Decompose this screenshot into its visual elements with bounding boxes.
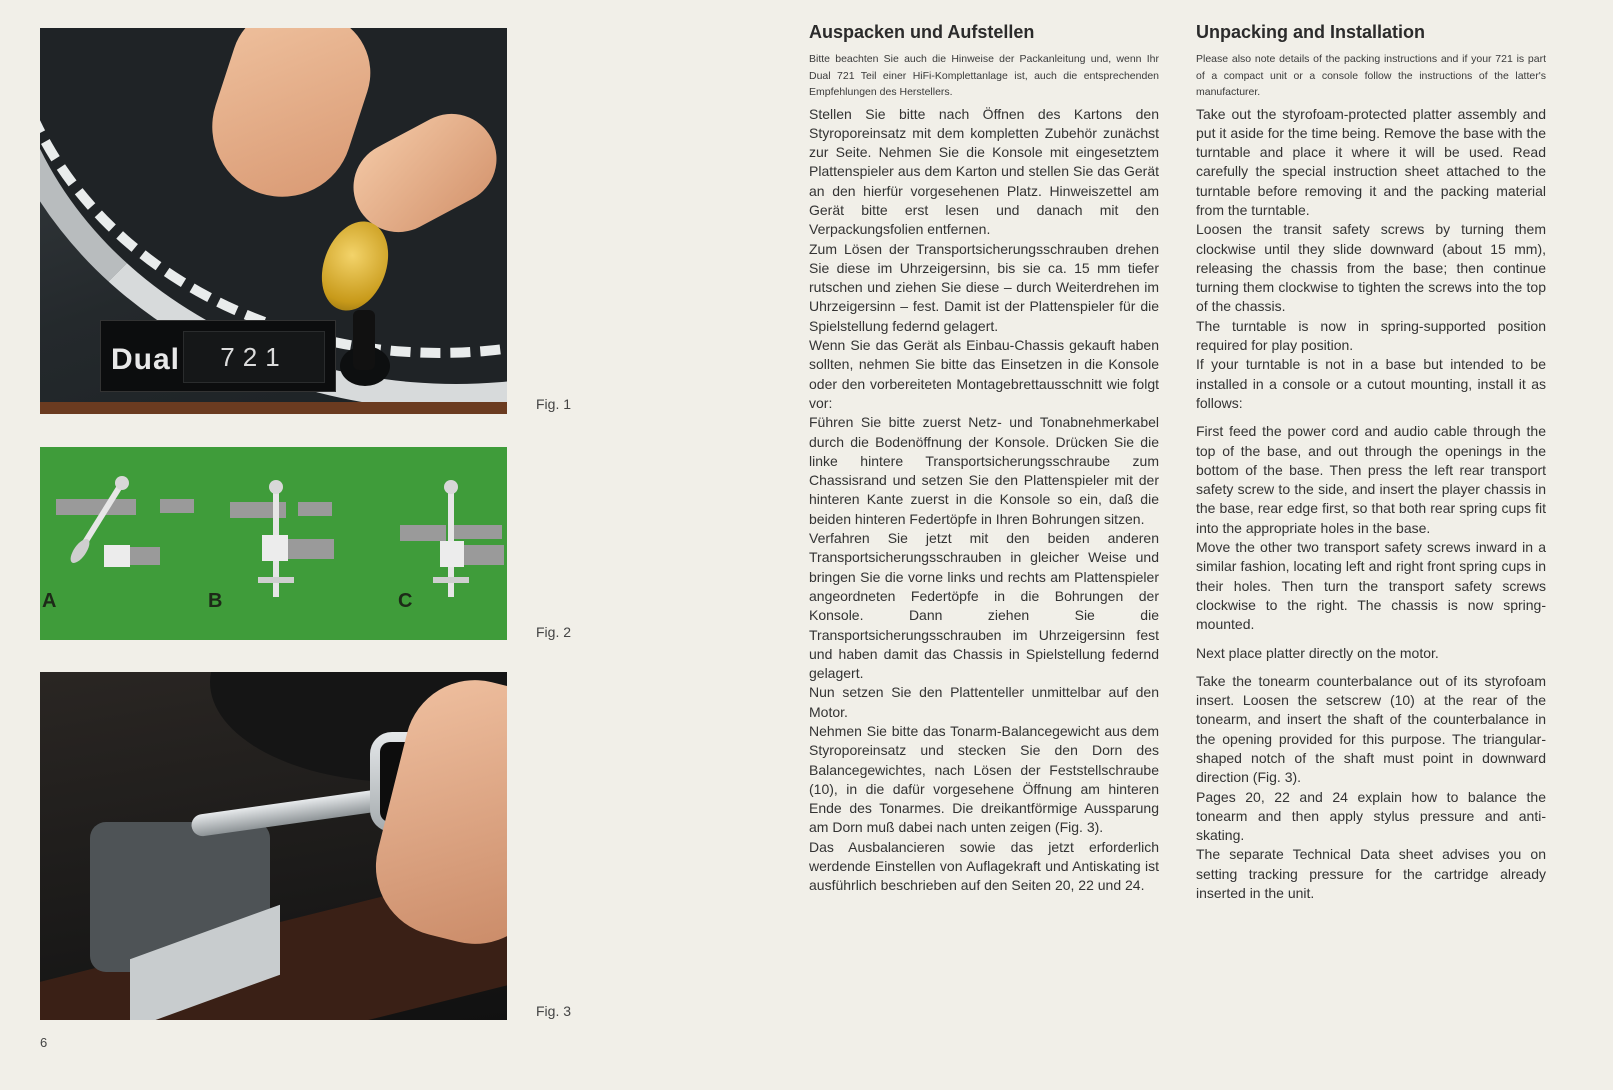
english-column <box>1196 22 1546 903</box>
german-column <box>809 22 1159 896</box>
screw-diagram <box>40 447 507 640</box>
english-paragraph: Next place platter directly on the motor. <box>1196 644 1439 661</box>
english-paragraph: The turntable is now in spring-supported position required for play position. <box>1196 317 1546 354</box>
english-paragraph: Take the tonearm counterbalance out of its styrofoam insert. Loosen the setscrew (10) at the rear of the tonearm, and insert the shaft of the counterbalance in the opening provided for this purpose. The triangular-shaped notch of the shaft must point in downward direction (Fig. 3). <box>1196 672 1546 786</box>
english-paragraph: Pages 20, 22 and 24 explain how to balance the tonearm and then apply stylus pressure and anti-skating. <box>1196 788 1546 844</box>
figure-1-caption: Fig. 1 <box>536 396 572 412</box>
english-heading: Unpacking and Installation <box>1196 22 1426 42</box>
english-paragraph: Move the other two transport safety screws inward in a similar fashion, locating left and right front spring cups in their holes. Then turn the transport safety screws clockwise to the right. The chassis is now spring-mounted. <box>1196 539 1546 633</box>
english-paragraph: Take out the styrofoam-protected platter assembly and put it aside for the time being. Remove the base with the turntable and place it where it will be used. Read carefully the special instruction sheet attached to the turntable before removing it and the packing material from the turntable. <box>1196 105 1546 218</box>
diagram-a <box>56 476 194 567</box>
page-number: 6 <box>40 1035 48 1050</box>
model-number: 721 <box>183 331 325 383</box>
diagram-label-a: A <box>42 590 57 612</box>
english-paragraph: The separate Technical Data sheet advises you on setting tracking pressure for the cartridge already inserted in the unit. <box>1196 846 1546 902</box>
wood-base-edge <box>40 402 507 414</box>
diagram-b <box>230 480 334 597</box>
model-badge <box>100 320 336 392</box>
german-paragraph: Wenn Sie das Gerät als Einbau-Chassis gekauft haben sollten, nehmen Sie bitte das Einsetzen in die Konsole oder den vorbereiteten Montagebrettausschnitt wie folgt vor: <box>809 337 1159 411</box>
diagram-label-c: C <box>398 590 413 612</box>
figure-1-photo <box>40 28 507 414</box>
figure-3-caption: Fig. 3 <box>536 1003 572 1019</box>
german-heading: Auspacken und Aufstellen <box>809 22 1035 42</box>
figure-2-caption: Fig. 2 <box>536 624 572 640</box>
english-paragraph: First feed the power cord and audio cable through the top of the base, and out through the openings in the bottom of the base. Then press the left rear transport safety screw to the side, and insert the player chassis in the base, rear edge first, so that both rear spring cups fit into the appropriate holes in the base. <box>1196 423 1546 536</box>
transport-screw <box>353 310 375 370</box>
english-intro: Please also note details of the packing instructions and if your 721 is part of a compact unit or a console follow the instructions of the latter's manufacturer. <box>1196 53 1546 98</box>
diagram-label-b: B <box>208 590 223 612</box>
english-paragraph: If your turntable is not in a base but intended to be installed in a console or a cutout mounting, install it as follows: <box>1196 356 1546 411</box>
german-paragraph: Führen Sie bitte zuerst Netz- und Tonabnehmerkabel durch die Bodenöffnung der Konsole. Drücken Sie die linke hintere Transportsicherungsschraube zum Chassisrand und setzen Sie den Plattenspieler mit der hinteren Kante zuerst in die Konsole so ein, daß die beiden hinteren Federtöpfe in Ihren Bohrungen sitzen. <box>809 414 1159 527</box>
german-intro: Bitte beachten Sie auch die Hinweise der Packanleitung und, wenn Ihr Dual 721 Teil einer HiFi-Komplettanlage ist, auch die entsprechenden Empfehlungen des Herstellers. <box>809 53 1159 98</box>
english-paragraph: Loosen the transit safety screws by turning them clockwise until they slide downward (about 15 mm), releasing the chassis from the base; then continue turning them clockwise to tighten the screws into the top of the chassis. <box>1196 221 1546 315</box>
german-paragraph: Zum Lösen der Transportsicherungsschrauben drehen Sie diese im Uhrzeigersinn, bis sie ca. 15 mm tiefer rutschen und ziehen Sie diese – durch Weiterdrehen im Uhrzeigersinn – fest. Damit ist der Plattenspieler für die Spielstellung federnd gelagert. <box>809 240 1159 334</box>
german-paragraph: Verfahren Sie jetzt mit den beiden anderen Transportsicherungsschrauben in gleicher Weise und bringen Sie die vorne links und rechts am Plattenspieler angeordneten Federtöpfe in die Bohrungen der Konsole. Dann ziehen Sie die Transportsicherungsschrauben im Uhrzeigersinn fest und haben damit das Chassis in Spielstellung federnd gelagert. <box>809 530 1159 682</box>
german-paragraph: Das Ausbalancieren sowie das jetzt erforderlich werdende Einstellen von Auflagekraft und Antiskating ist ausführlich beschrieben auf den Seiten 20, 22 und 24. <box>809 838 1159 894</box>
german-paragraph: Nehmen Sie bitte das Tonarm-Balancegewicht aus dem Styroporeinsatz und stecken Sie den Dorn des Balancegewichtes, nach Lösen der Feststellschraube (10), in die dafür vorgesehene Öffnung am hinteren Ende des Tonarmes. Die dreikantförmige Aussparung am Dorn muß dabei nach unten zeigen (Fig. 3). <box>809 723 1159 836</box>
brand-logo: Dual <box>111 343 181 376</box>
german-paragraph: Stellen Sie bitte nach Öffnen des Kartons den Styroporeinsatz mit dem kompletten Zubehör zunächst zur Seite. Nehmen Sie die Konsole mit eingesetztem Plattenspieler aus dem Karton und stellen Sie das Gerät an den hierfür vorgesehenen Platz. Hinweiszettel am Gerät bitte erst lesen und danach mit den Verpackungsfolien entfernen. <box>809 105 1159 238</box>
diagram-c <box>400 480 504 597</box>
german-paragraph: Nun setzen Sie den Plattenteller unmittelbar auf den Motor. <box>809 684 1159 720</box>
figure-2-diagram <box>40 447 507 640</box>
figure-3-photo <box>40 672 507 1020</box>
